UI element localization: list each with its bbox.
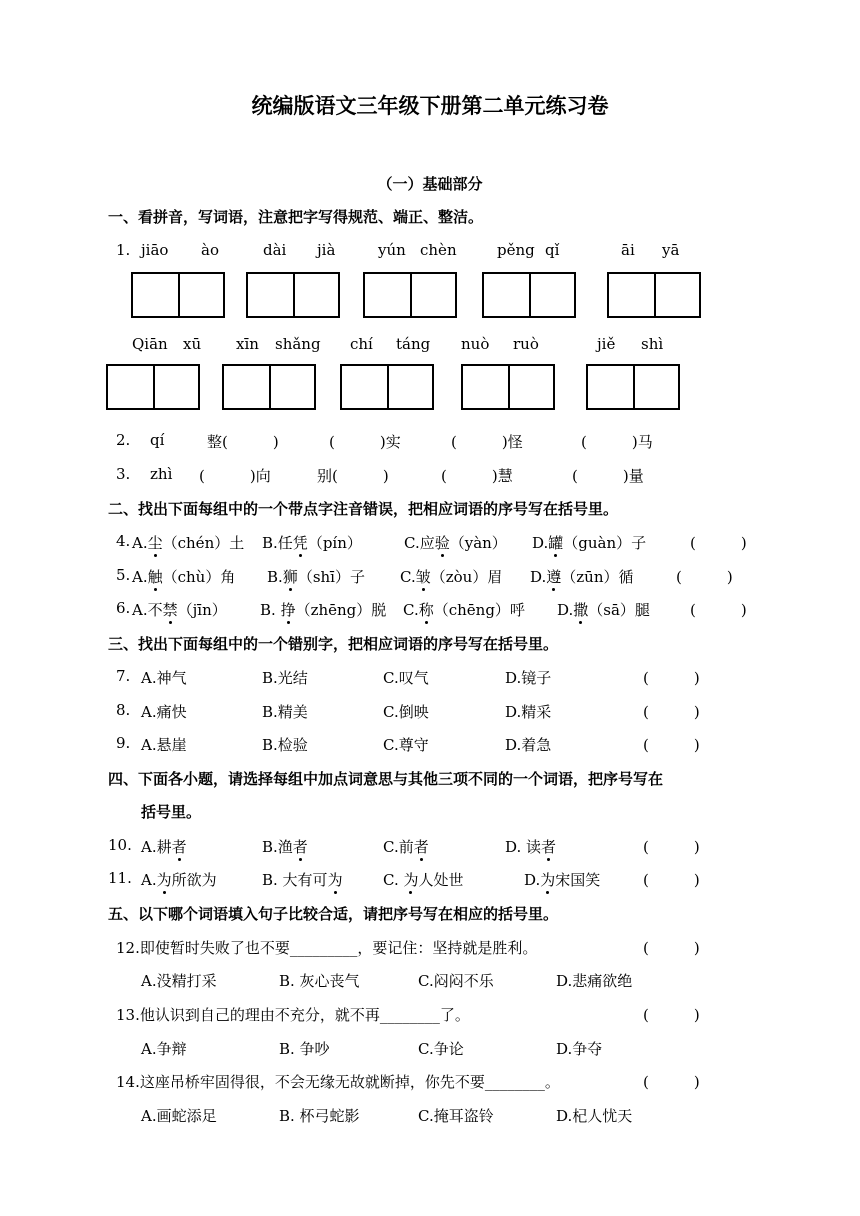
page-title: 统编版语文三年级下册第二单元练习卷 <box>251 94 609 118</box>
dotted-char: 为 <box>540 871 556 889</box>
answer-option: A.没精打采 <box>141 972 217 990</box>
section2-heading: 二、找出下面每组中的一个带点字注音错误，把相应词语的序号写在括号里。 <box>108 500 619 518</box>
dotted-char: 狮 <box>282 568 298 586</box>
question-3-number: 3. <box>116 465 131 483</box>
writing-grid-box[interactable] <box>607 272 701 318</box>
q3-blank-4[interactable]: ( )量 <box>572 467 644 485</box>
question-number: 8. <box>116 701 131 719</box>
dotted-char: 者 <box>171 838 187 856</box>
answer-option: C.争论 <box>418 1040 464 1058</box>
answer-option: C.倒映 <box>383 703 429 721</box>
question-3-pinyin: zhì <box>150 465 173 483</box>
answer-option: C.皱（zòu）眉 <box>400 568 503 586</box>
writing-grid-box[interactable] <box>461 364 555 410</box>
answer-option: A.触（chù）角 <box>132 568 236 586</box>
answer-option: B.检验 <box>262 736 308 754</box>
dotted-char: 尘 <box>147 534 163 552</box>
answer-parentheses[interactable]: ( ) <box>643 939 700 957</box>
answer-option: D.为宋国笑 <box>524 871 601 889</box>
q2-blank-4[interactable]: ( )马 <box>581 433 653 451</box>
answer-parentheses[interactable]: ( ) <box>676 568 733 586</box>
answer-parentheses[interactable]: ( ) <box>643 669 700 687</box>
question-1-number: 1. <box>116 241 131 259</box>
pinyin-syllable: shǎng <box>275 335 321 353</box>
answer-option: B. 灰心丧气 <box>279 972 360 990</box>
pinyin-syllable: jià <box>317 241 336 259</box>
answer-parentheses[interactable]: ( ) <box>690 534 747 552</box>
dotted-char: 遵 <box>546 568 562 586</box>
answer-option: D.争夺 <box>556 1040 603 1058</box>
answer-parentheses[interactable]: ( ) <box>643 871 700 889</box>
pinyin-syllable: jiě <box>597 335 616 353</box>
answer-option: B.渔者 <box>262 838 308 856</box>
q3-blank-3[interactable]: ( )慧 <box>441 467 513 485</box>
writing-grid-box[interactable] <box>222 364 316 410</box>
question-stem: 12.即使暂时失败了也不要_________，要记住：坚持就是胜利。 <box>116 939 538 957</box>
part-title: （一）基础部分 <box>377 175 483 193</box>
answer-option: B.任凭（pín） <box>262 534 362 552</box>
answer-option: A.不禁（jīn） <box>132 601 227 619</box>
question-number: 4. <box>116 532 131 550</box>
pinyin-syllable: āi <box>621 241 635 259</box>
question-number: 7. <box>116 667 131 685</box>
pinyin-syllable: ruò <box>513 335 539 353</box>
answer-option: B.狮（shī）子 <box>267 568 365 586</box>
pinyin-syllable: shì <box>641 335 664 353</box>
answer-parentheses[interactable]: ( ) <box>643 1006 700 1024</box>
answer-option: D. 读者 <box>505 838 557 856</box>
writing-grid-box[interactable] <box>106 364 200 410</box>
pinyin-syllable: yā <box>662 241 680 259</box>
question-stem: 14.这座吊桥牢固得很，不会无缘无故就断掉，你先不要________。 <box>116 1073 560 1091</box>
dotted-char: 挣 <box>280 601 296 619</box>
answer-option: C. 为人处世 <box>383 871 464 889</box>
answer-option: A.尘（chén）土 <box>132 534 245 552</box>
answer-option: D.悲痛欲绝 <box>556 972 633 990</box>
answer-option: C.掩耳盗铃 <box>418 1107 494 1125</box>
answer-option: D.镜子 <box>505 669 552 687</box>
pinyin-syllable: pěng <box>497 241 535 259</box>
answer-option: C.应验（yàn） <box>404 534 507 552</box>
answer-option: A.神气 <box>141 669 187 687</box>
answer-option: B. 挣（zhēng）脱 <box>260 601 387 619</box>
answer-option: C.叹气 <box>383 669 429 687</box>
dotted-char: 为 <box>327 871 343 889</box>
dotted-char: 凭 <box>292 534 308 552</box>
answer-option: B. 大有可为 <box>262 871 343 889</box>
pinyin-syllable: yún <box>378 241 406 259</box>
answer-option: C.尊守 <box>383 736 429 754</box>
pinyin-syllable: chèn <box>420 241 457 259</box>
pinyin-syllable: táng <box>396 335 431 353</box>
dotted-char: 皱 <box>415 568 431 586</box>
q2-blank-3[interactable]: ( )怪 <box>451 433 523 451</box>
answer-parentheses[interactable]: ( ) <box>643 1073 700 1091</box>
section4-heading-line1: 四、下面各小题，请选择每组中加点词意思与其他三项不同的一个词语，把序号写在 <box>108 770 664 788</box>
dotted-char: 禁 <box>162 601 178 619</box>
pinyin-syllable: jiāo <box>141 241 169 259</box>
writing-grid-box[interactable] <box>586 364 680 410</box>
answer-option: D.撒（sā）腿 <box>557 601 650 619</box>
answer-option: A.痛快 <box>141 703 187 721</box>
answer-option: B.光结 <box>262 669 308 687</box>
section3-heading: 三、找出下面每组中的一个错别字，把相应词语的序号写在括号里。 <box>108 635 559 653</box>
answer-option: C.闷闷不乐 <box>418 972 494 990</box>
pinyin-syllable: ào <box>201 241 219 259</box>
writing-grid-box[interactable] <box>340 364 434 410</box>
writing-grid-box[interactable] <box>482 272 576 318</box>
answer-option: A.为所欲为 <box>141 871 217 889</box>
answer-option: D.精采 <box>505 703 552 721</box>
answer-option: B.精美 <box>262 703 308 721</box>
answer-option: C.前者 <box>383 838 429 856</box>
q3-blank-2[interactable]: 别( ) <box>317 467 389 485</box>
question-stem: 13.他认识到自己的理由不充分，就不再________了。 <box>116 1006 470 1024</box>
writing-grid-box[interactable] <box>246 272 340 318</box>
answer-parentheses[interactable]: ( ) <box>643 838 700 856</box>
question-number: 6. <box>116 599 131 617</box>
answer-option: B. 杯弓蛇影 <box>279 1107 360 1125</box>
dotted-char: 者 <box>413 838 429 856</box>
writing-grid-box[interactable] <box>131 272 225 318</box>
answer-option: C.称（chēng）呼 <box>403 601 525 619</box>
dotted-char: 者 <box>292 838 308 856</box>
section1-heading: 一、看拼音，写词语，注意把字写得规范、端正、整洁。 <box>108 208 484 226</box>
answer-parentheses[interactable]: ( ) <box>690 601 747 619</box>
question-number: 11. <box>108 869 132 887</box>
dotted-char: 罐 <box>548 534 564 552</box>
dotted-char: 称 <box>418 601 434 619</box>
answer-parentheses[interactable]: ( ) <box>643 736 700 754</box>
question-number: 9. <box>116 734 131 752</box>
pinyin-syllable: dài <box>263 241 287 259</box>
q2-blank-1[interactable]: 整( ) <box>207 433 279 451</box>
writing-grid-box[interactable] <box>363 272 457 318</box>
question-number: 10. <box>108 836 132 854</box>
answer-option: D.着急 <box>505 736 552 754</box>
answer-parentheses[interactable]: ( ) <box>643 703 700 721</box>
question-2-pinyin: qí <box>150 431 165 449</box>
pinyin-syllable: Qiān <box>132 335 168 353</box>
answer-option: A.悬崖 <box>141 736 187 754</box>
answer-option: D.杞人忧天 <box>556 1107 633 1125</box>
dotted-char: 者 <box>541 838 557 856</box>
answer-option: A.争辩 <box>141 1040 187 1058</box>
answer-option: D.遵（zūn）循 <box>530 568 634 586</box>
answer-option: D.罐（guàn）子 <box>532 534 647 552</box>
question-2-number: 2. <box>116 431 131 449</box>
dotted-char: 验 <box>434 534 450 552</box>
dotted-char: 撒 <box>573 601 589 619</box>
answer-option: A.耕者 <box>141 838 187 856</box>
section5-heading: 五、以下哪个词语填入句子比较合适，请把序号写在相应的括号里。 <box>108 905 559 923</box>
q2-blank-2[interactable]: ( )实 <box>329 433 401 451</box>
q3-blank-1[interactable]: ( )向 <box>199 467 271 485</box>
section4-heading-line2: 括号里。 <box>141 803 202 821</box>
pinyin-syllable: nuò <box>461 335 490 353</box>
pinyin-syllable: chí <box>350 335 373 353</box>
answer-option: A.画蛇添足 <box>141 1107 217 1125</box>
pinyin-syllable: qǐ <box>545 241 560 259</box>
pinyin-syllable: xīn <box>236 335 259 353</box>
dotted-char: 为 <box>156 871 172 889</box>
dotted-char: 触 <box>147 568 163 586</box>
dotted-char: 为 <box>403 871 419 889</box>
pinyin-syllable: xū <box>183 335 202 353</box>
question-number: 5. <box>116 566 131 584</box>
answer-option: B. 争吵 <box>279 1040 330 1058</box>
